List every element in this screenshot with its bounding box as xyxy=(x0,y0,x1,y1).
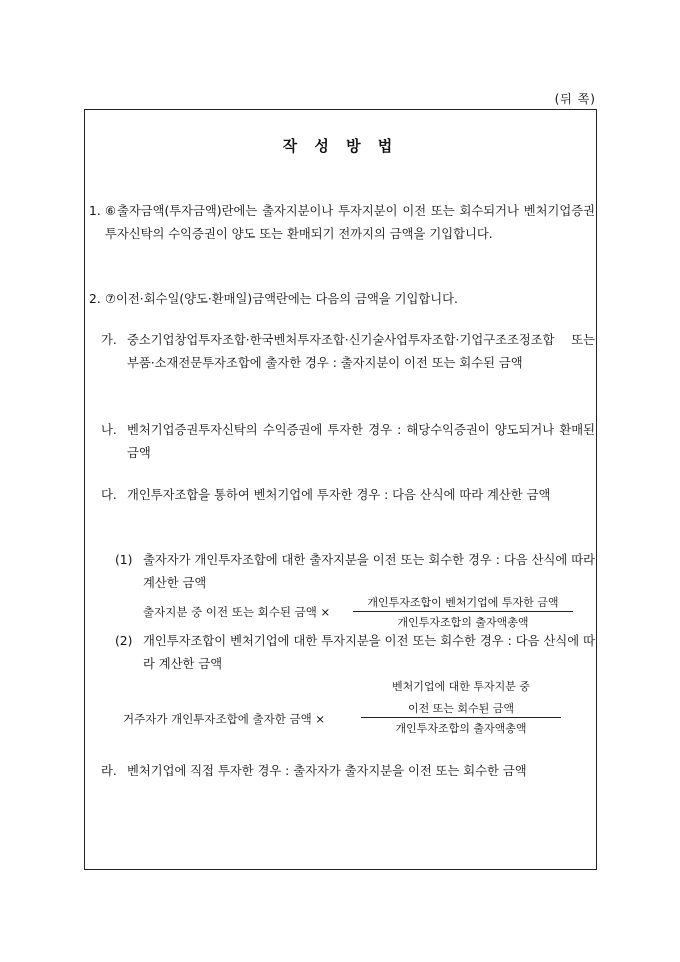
sub-item-1 xyxy=(115,549,595,595)
item-ra-number: 라. xyxy=(101,764,117,778)
item-2 xyxy=(89,288,595,311)
formula-2-numerator-line2: 이전 또는 회수된 금액 xyxy=(361,700,561,718)
item-ga-text: 중소기업창업투자조합·한국벤처투자조합·신기술사업투자조합·기업구조조정조합 또는 부품·소재전문투자조합에 출자한 경우 : 출자지분이 이전 또는 회수된 금액 xyxy=(127,333,595,370)
formula-1-numerator: 개인투자조합이 벤처기업에 투자한 금액 xyxy=(353,594,573,612)
sub-item-1-text: 출자자가 개인투자조합에 대한 출자지분을 이전 또는 회수한 경우 : 다음 산식에 따라 계산한 금액 xyxy=(143,553,595,590)
formula-2-denominator: 개인투자조합의 출자액총액 xyxy=(395,722,527,735)
item-na-number: 나. xyxy=(101,423,117,437)
sub-item-1-number: (1) xyxy=(115,553,133,567)
item-da-text: 개인투자조합을 통하여 벤처기업에 투자한 경우 : 다음 산식에 따라 계산한 금액 xyxy=(127,488,551,502)
item-ga-number: 가. xyxy=(101,333,117,347)
sub-item-2 xyxy=(115,630,595,676)
item-da xyxy=(101,484,595,507)
item-2-number: 2. xyxy=(89,292,101,306)
sub-item-2-text: 개인투자조합이 벤처기업에 대한 투자지분을 이전 또는 회수한 경우 : 다음 산식에 따라 계산한 금액 xyxy=(143,634,595,671)
item-1-text: ⑥출자금액(투자금액)란에는 출자지분이나 투자지분이 이전 또는 회수되거나 벤처기업증권투자신탁의 수익증권이 양도 또는 환매되기 전까지의 금액을 기입합니다. xyxy=(105,204,595,241)
sub-item-2-number: (2) xyxy=(115,634,133,648)
item-2-text: ⑦이전·회수일(양도·환매일)금액란에는 다음의 금액을 기입합니다. xyxy=(105,292,458,306)
formula-2-numerator-line1: 벤처기업에 대한 투자지분 중 xyxy=(391,680,530,693)
item-ga xyxy=(101,329,595,375)
item-na xyxy=(101,419,595,465)
formula-1-denominator: 개인투자조합의 출자액총액 xyxy=(397,616,529,629)
page-side-label: (뒤 쪽) xyxy=(554,92,596,106)
formula-1-fraction xyxy=(353,594,573,630)
formula-1-left: 출자지분 중 이전 또는 회수된 금액 × xyxy=(143,605,331,619)
formula-2-left: 거주자가 개인투자조합에 출자한 금액 × xyxy=(123,712,325,726)
item-ra xyxy=(101,760,595,783)
formula-2-fraction xyxy=(361,678,561,736)
item-1 xyxy=(89,200,595,246)
item-ra-text: 벤처기업에 직접 투자한 경우 : 출자자가 출자지분을 이전 또는 회수한 금액 xyxy=(127,764,527,778)
instructions-frame xyxy=(84,109,597,870)
item-1-number: 1. xyxy=(89,204,101,218)
item-na-text: 벤처기업증권투자신탁의 수익증권에 투자한 경우 : 해당수익증권이 양도되거나 환매된 금액 xyxy=(127,423,595,460)
item-da-number: 다. xyxy=(101,488,117,502)
page-title: 작 성 방 법 xyxy=(282,137,399,155)
